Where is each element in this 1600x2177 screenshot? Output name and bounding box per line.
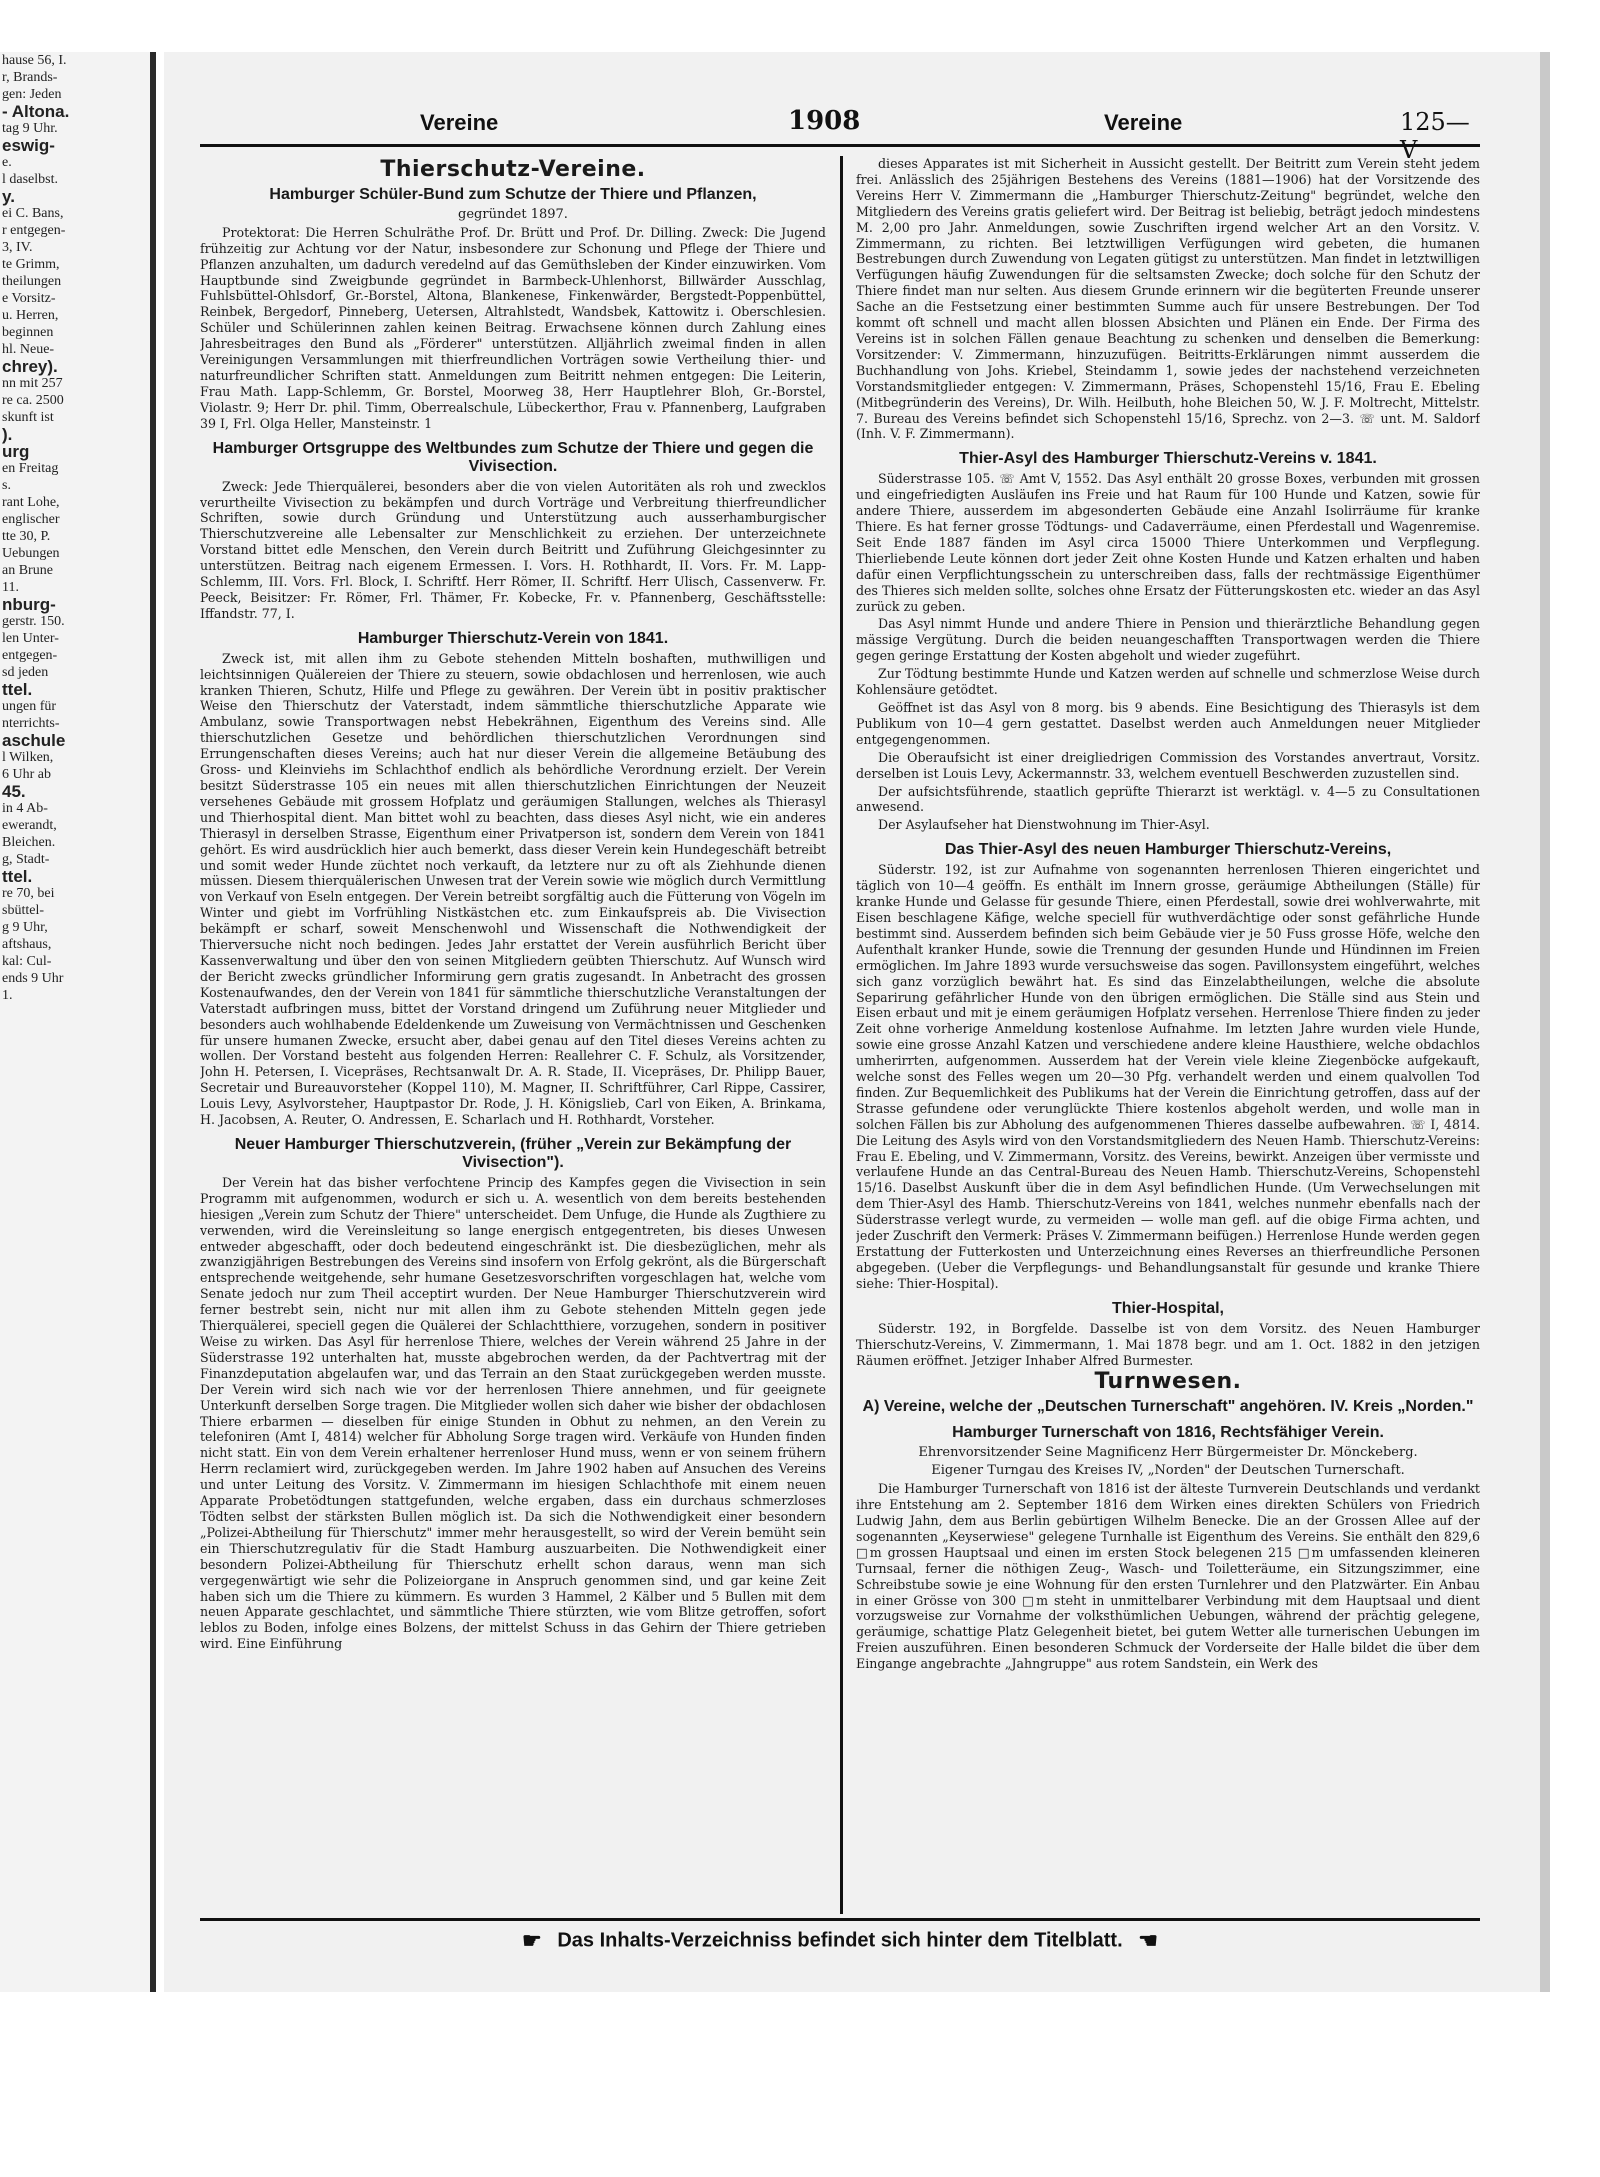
gutter-text-fragment: Uebungen	[2, 546, 60, 561]
gutter-text-fragment: nburg-	[2, 595, 56, 614]
gutter-text-fragment: ).	[2, 425, 13, 444]
gutter-text-fragment: chrey).	[2, 357, 58, 376]
gutter-text-fragment: tag 9 Uhr.	[2, 121, 58, 136]
gutter-text-fragment: 45.	[2, 782, 26, 801]
gutter-text-fragment: urg	[2, 442, 30, 461]
gutter-text-fragment: 1.	[2, 988, 13, 1003]
article-paragraph: Das Asyl nimmt Hunde und andere Thiere in Pension und thierärztliche Behandlung gegen mässige Vergütung. Durch die beiden neuangeschafften Transportwagen werden die Thiere gegen geringe Erstattung der Kosten abgeholt und wieder zugeführt.	[856, 616, 1480, 664]
gutter-text-fragment: theilungen	[2, 274, 62, 289]
gutter-text-fragment: u. Herren,	[2, 308, 59, 323]
gutter-text-fragment: englischer	[2, 512, 60, 527]
gutter-text-fragment: nterrichts-	[2, 716, 60, 731]
gutter-text-fragment: ewerandt,	[2, 818, 57, 833]
article-paragraph: Zur Tödtung bestimmte Hunde und Katzen werden auf schnelle und schmerzlose Weise durch Kohlensäure getödtet.	[856, 666, 1480, 698]
article-meta: Ehrenvorsitzender Seine Magnificenz Herr Bürgermeister Dr. Mönckeberg.	[918, 1445, 1418, 1461]
gutter-text-fragment: gerstr. 150.	[2, 614, 65, 629]
gutter-text-fragment: ends 9 Uhr	[2, 971, 64, 986]
gutter-text-fragment: g, Stadt-	[2, 852, 50, 867]
footer-note	[200, 1928, 1480, 1954]
gutter-text-fragment: - Altona.	[2, 102, 70, 121]
article-heading: Hamburger Ortsgruppe des Weltbundes zum Schutze der Thiere und gegen die Vivisection.	[212, 439, 814, 475]
left-column	[200, 156, 826, 1916]
gutter-text-fragment: eswig-	[2, 136, 55, 155]
gutter-text-fragment: r entgegen-	[2, 223, 66, 238]
column-divider	[840, 156, 843, 1914]
article-paragraph: Der Asylaufseher hat Dienstwohnung im Thier-Asyl.	[878, 817, 1210, 833]
gutter-text-fragment: entgegen-	[2, 648, 58, 663]
gutter-text-fragment: ttel.	[2, 680, 33, 699]
article-paragraph: Der aufsichtsführende, staatlich geprüfte Thierarzt ist werktägl. v. 4—5 zu Consultationen anwesend.	[856, 783, 1480, 815]
article-heading: Hamburger Thierschutz-Verein von 1841.	[357, 629, 669, 647]
gutter-text-fragment: l daselbst.	[2, 172, 58, 187]
article-paragraph: Süderstrasse 105. ☏ Amt V, 1552. Das Asyl enthält 20 grosse Boxes, verbunden mit grossen und eingefriedigten Ausläufen ins Freie und hat Raum für 100 Hunde und Katzen, sowie für andere Thiere, ausserdem im abgesonderten Gebäude eine Anzahl Isolirräume für kranke Thiere. Es hat ferner grosse Tödtungs- und Cadaverräume, einen Pferdestall und Wagenremise. Seit Ende 1887 fänden im Asyl circa 15000 Thiere Unterkommen und Verpflegung. Thierliebende Leute können dort jeder Zeit ohne Kosten Hunde und Katzen erhalten und haben dafür einen Verpflichtungsschein zu unterschreiben dass, falls der rechtmässige Eigenthümer des Thieres sich melden sollte, solches ohne Ersatz der Fütterungskosten etc. wieder an das Asyl zurück zu geben.	[856, 471, 1480, 614]
article-heading: Neuer Hamburger Thierschutzverein, (früher „Verein zur Bekämpfung der Vivisection").	[234, 1135, 792, 1171]
gutter-text-fragment: l Wilken,	[2, 750, 54, 765]
footer-rule	[200, 1918, 1480, 1921]
gutter-text-fragment: re 70, bei	[2, 886, 55, 901]
gutter-text-fragment: s.	[2, 478, 11, 493]
footer-text: Das Inhalts-Verzeichniss befindet sich hinter dem Titelblatt.	[557, 1929, 1123, 1952]
page	[164, 52, 1550, 1992]
gutter-text-fragment: 6 Uhr ab	[2, 767, 51, 782]
article-heading: Hamburger Turnerschaft von 1816, Rechtsfähiger Verein.	[952, 1424, 1384, 1442]
gutter-text-fragment: 11.	[2, 580, 19, 595]
pointing-hand-right-icon: ☛	[522, 1928, 542, 1953]
header-left-title: Vereine	[420, 110, 499, 135]
gutter-text-fragment: gen: Jeden	[2, 87, 62, 102]
article-heading: Das Thier-Asyl des neuen Hamburger Thierschutz-Vereins,	[944, 841, 1392, 859]
gutter-text-fragment: len Unter-	[2, 631, 59, 646]
article-heading: Thier-Hospital,	[1111, 1299, 1224, 1317]
gutter-text-fragment: e.	[2, 155, 12, 170]
article-paragraph: Die Oberaufsicht ist einer dreigliedrigen Commission des Vorstandes anvertraut, Vorsitz. derselben ist Louis Levy, Ackermannstr. 33, welchem eventuell Beschwerden zuzustellen sind.	[856, 749, 1480, 781]
gutter-text-fragment: sd jeden	[2, 665, 49, 680]
page-number: 125—V	[1400, 108, 1470, 164]
section-heading: Turnwesen.	[1094, 1369, 1242, 1395]
gutter-text-fragment: aftshaus,	[2, 937, 52, 952]
gutter-text-fragment: in 4 Ab-	[2, 801, 48, 816]
right-column	[856, 156, 1480, 1916]
article-paragraph: Süderstr. 192, in Borgfelde. Dasselbe ist von dem Vorsitz. des Neuen Hamburger Thierschutz-Vereins, V. Zimmermann, 1. Mai 1878 begr. und am 1. Oct. 1882 in den jetzigen Räumen eröffnet. Jetziger Inhaber Alfred Burmester.	[856, 1320, 1480, 1368]
article-paragraph: Zweck: Jede Thierquälerei, besonders aber die von vielen Autoritäten als roh und zwecklos verurtheilte Vivisection zu bekämpfen und durch Vorträge und Verbreitung thierfreundlicher Schriften, sowie durch Gründung und Unterstützung auch ausserhamburgischer Thierschutzvereine alle Lebensalter zur Menschlichkeit zu erziehen. Der unterzeichnete Vorstand bittet edle Menschen, den Verein durch Beitritt und Zuführung Gleichgesinnter zu unterstützen. Beitrag nach eigenem Ermessen. I. Vors. H. Rothhardt, II. Vors. Fr. M. Lapp-Schlemm, III. Vors. Frl. Block, I. Schriftf. Herr Römer, II. Schriftf. Herr Ulisch, Cassenverw. Fr. Peeck, Beisitzer: Fr. Römer, Frl. Thämer, Fr. Kobecke, Fr. v. Pfannenberg, Geschäftsstelle: Iffandstr. 77, I.	[200, 478, 826, 621]
adjacent-page-fragment	[0, 52, 156, 1992]
gutter-text-fragment: aschule	[2, 731, 66, 750]
article-meta: gegründet 1897.	[458, 206, 568, 222]
gutter-text-fragment: ei C. Bans,	[2, 206, 64, 221]
article-paragraph: Zweck ist, mit allen ihm zu Gebote stehenden Mitteln boshaften, muthwilligen und leichtsinnigen Quälereien der Thiere zu steuern, sowie obdachlosen und herrenlosen, wie auch kranken Thieren, Schutz, Hilfe und Pflege zu gewähren. Der Verein übt in positiv praktischer Weise den Thierschutz der Vaterstadt, indem sämmtliche thierschutzliche Apparate wie Ambulanz, sowie Transportwagen nebst Hebekrähnen, Eigenthum des Vereins sind. Alle thierschutzlichen Gesetze und behördlichen thierschutzlichen Verordnungen sind Errungenschaften dieses Vereins; auch hat nur dieser Verein die allgemeine Betäubung des Gross- und Kleinviehs im Schlachthof endlich als behördliche Verordnung erzielt. Der Verein besitzt Süderstrasse 105 ein neues mit allen thierschutzlichen Einrichtungen der Neuzeit versehenes Gebäude mit grossem Hofplatz und geräumigen Stallungen, welches als Thierasyl und Thierhospital dient. Man bittet wohl zu beachten, dass dieses Asyl nicht, wie ein anderes Thierasyl in derselben Strasse, Eigenthum einer Privatperson ist, sondern dem Verein von 1841 gehört. Es wird ausdrücklich hier auch bemerkt, dass dieser Verein kein Hundegeschäft betreibt und somit weder Hunde züchtet noch verkauft, da letztere nur zu oft als Ziehhunde dienen müssen. Diesem thierquälerischen Unwesen trat der Verein sowie wie möglich durch Vermittlung von Verkauf von Eseln entgegen. Der Verein betreibt sorgfältig auch die Fütterung von Vögeln im Winter und giebt im Vorfrühling Nistkästchen etc. zum Einkaufspreis ab. Die Vivisection bekämpft er scharf, soweit Menschenwohl und Wissenschaft die Nothwendigkeit der Thierversuche nicht noch bedingen. Jedes Jahr erstattet der Verein ausführlich Bericht über Kassenverwaltung und über den von seinen Mitgliedern geübten Thierschutz. Auf Wunsch wird der Bericht zwecks gründlicher Informirung gern gratis zugesandt. In Anbetracht des grossen Kostenaufwandes, den der Verein von 1841 für sämmtliche thierschutzliche Veranstaltungen der Vaterstadt aufbringen muss, bittet der Vorstand dringend um Zuführung neuer Mitglieder und besonders auch wohlhabende Edeldenkende um Zuweisung von Vermächtnissen und Geschenken für unsere humanen Zwecke, ersucht aber, dabei genau auf den Titel dieses Vereins achten zu wollen. Der Vorstand besteht aus folgenden Herren: Reallehrer C. F. Schulz, als Vorsitzender, John H. Petersen, I. Vicepräses, Rechtsanwalt Dr. A. R. Stade, II. Vicepräses, Dr. Philipp Bauer, Secretair und Bureauvorsteher (Koppel 110), M. Magner, II. Schriftführer, Carl Rippe, Cassirer, Louis Levy, Asylvorsteher, Hauptpastor Dr. Rode, J. H. Königslieb, Carl von Eiken, A. Brinkama, H. Jacobsen, A. Reuter, O. Andressen, E. Scharlach und H. Rothhardt, Vorsteher.	[200, 650, 826, 1128]
gutter-text-fragment: ttel.	[2, 867, 33, 886]
header-rule	[200, 144, 1480, 147]
article-paragraph: dieses Apparates ist mit Sicherheit in Aussicht gestellt. Der Beitritt zum Verein steht jedem frei. Anlässlich des 25jährigen Bestehens des Vereins (1881—1906) hat der Vorsitzende des Vereins Herr V. Zimmermann die „Hamburger Thierschutz-Zeitung" begründet, welche den Mitgliedern des Vereins gratis geliefert wird. Der Beitrag ist beliebig, beträgt jedoch mindestens M. 2,00 pro Jahr. Anmeldungen, sowie Zuschriften irgend welcher Art an den Vorsitz. V. Zimmermann, zu richten. Bei letztwilligen Verfügungen wird gebeten, die humanen Bestrebungen durch Zuwendung von Legaten gütigst zu unterstützen. Man findet in letztwilligen Verfügungen häufig Zuwendungen für die seltsamsten Zwecke; doch solche für den Schutz der Thiere findet man nur selten. Aus diesem Grunde erinnern wir die begüterten Freunde unserer Sache an die Festsetzung einer bestimmten Summe auch für unsere Bestrebungen. Der Tod kommt oft schnell und macht allen blossen Absichten und Plänen ein Ende. Der Firma des Vereins ist in solchen Fällen genaue Beachtung zu schenken und denselben die Bemerkung: Vorsitzender: V. Zimmermann, hinzuzufügen. Beitritts-Erklärungen nimmt ausserdem die Buchhandlung von Johs. Kriebel, Steindamm 1, sowie jedes der nachstehend verzeichneten Vorstandsmitglieder entgegen: V. Zimmermann, Präses, Schopenstehl 15/16, Frau E. Ebeling (Mitbegründerin des Vereins), Dr. Wilh. Heilbuth, hohe Bleichen 50, W. J. F. Moltrecht, Mittelstr. 7. Bureau des Vereins befindet sich Schopenstehl 15/16, Sprechz. von 2—3. ☏ unt. M. Saldorf (Inh. V. F. Zimmermann).	[856, 156, 1480, 442]
article-paragraph: Der Verein hat das bisher verfochtene Princip des Kampfes gegen die Vivisection in sein Programm mit aufgenommen, wodurch er sich u. A. wesentlich von dem bereits bestehenden hiesigen „Verein zum Schutz der Thiere" unterscheidet. Dem Unfuge, die Hunde als Zugthiere zu verwenden, wird die Vereinsleitung so lange energisch entgegentreten, bis dieses Unwesen entweder abgeschafft, oder doch bedeutend eingeschränkt ist. Die diesbezüglichen, mehr als zwanzigjährigen Bestrebungen des Vereins sind insofern von Erfolg gekrönt, als die Bürgerschaft entsprechende weitgehende, sehr humane Gesetzesvorschriften vorgeschlagen hat, welche vom Senate jedoch nur zum Theil acceptirt wurden. Der Neue Hamburger Thierschutzverein wird ferner bestrebt sein, nicht nur mit allen ihm zu Gebote stehenden Mitteln gegen jede Thierquälerei, speciell gegen die Quälerei der Schlachtthiere, vorzugehen, sondern in positiver Weise zu wirken. Das Asyl für herrenlose Thiere, welches der Verein während 25 Jahre in der Süderstrasse 192 unterhalten hat, musste abgebrochen werden, da der Pachtvertrag mit der Finanzdeputation abgelaufen war, und das Terrain an den Staat zurückgegeben werden musste. Der Verein wird sich nach wie vor der herrenlosen Thiere annehmen, und für geeignete Unterkunft derselben Sorge tragen. Die Mitglieder wollen sich daher wie bisher der obdachlosen Thiere erbarmen — dieselben für einige Stunden in Obhut zu nehmen, an den Verein zu telefoniren (Amt I, 4814) welcher für Abholung Sorge tragen wird. Verkäufe von Hunden finden nicht statt. Ein von dem Verein erhaltener herrenloser Hund muss, wenn er von seinem frühern Herrn reclamiert wird, zurückgegeben werden. Im Jahre 1902 haben auf Ansuchen des Vereins und unter Leitung des Vorsitz. V. Zimmermann im hiesigen Schlachthofe mit einem neuen Apparate Probetödtungen stattgefunden, welche ergaben, dass ein durchaus schmerzloses Tödten selbst der stärksten Bullen möglich ist. Da sich die Nothwendigkeit einer besondern „Polizei-Abtheilung für Thierschutz" immer mehr herausgestellt, so wird der Verein bemüht sein ein Thierschutzregulativ für die Stadt Hamburg auszuarbeiten. Die Nothwendigkeit einer besondern Polizei-Abtheilung für Thierschutz erhellt schon daraus, wenn man sich vergegenwärtigt wie sehr die Polizeiorgane in Anspruch genommen sind, und gar keine Zeit haben sich um die Thiere zu kümmern. Es wurden 3 Hammel, 2 Kälber und 5 Bullen mit dem neuen Apparate geschlachtet, und sämmtliche Thiere stürzten, wie vom Blitze getroffen, sofort leblos zu Boden, infolge eines Bolzens, der mittelst Schuss in das Gehirn der Thiere getrieben wird. Eine Einführung	[200, 1174, 826, 1652]
gutter-text-fragment: en Freitag	[2, 461, 59, 476]
section-heading: Thierschutz-Vereine.	[380, 157, 646, 182]
running-header	[200, 104, 1480, 164]
article-paragraph: Protektorat: Die Herren Schulräthe Prof. Dr. Brütt und Prof. Dr. Dilling. Zweck: Die Jugend frühzeitig zur Achtung vor der Natur, insbesondere zur Schonung und Pflege der Thiere und Pflanzen anzuhalten, um dadurch veredelnd auf das Gemüthsleben der Kinder einzuwirken. Vom Hauptbunde sind Zweigbunde gegründet in Barmbeck-Uhlenhorst, Billwärder Ausschlag, Fuhlsbüttel-Ohlsdorf, Gr.-Borstel, Altona, Blankenese, Finkenwärder, Bergstedt-Poppenbüttel, Reinbek, Bergedorf, Pinneberg, Uetersen, Altrahlstedt, Wandsbek, Kattowitz i. Oberschlesien. Schüler und Schülerinnen zahlen keinen Beitrag. Erwachsene können durch Zahlung eines Jahresbeitrages den Bund als „Förderer" unterstützen. Alljährlich zweimal finden in allen Vereinigungen Versammlungen mit thierfreundlichen Vorträgen sowie Vertheilung thier- und naturfreundlicher Schriften statt. Anmeldungen zum Beitritt nehmen entgegen: Die Leiterin, Frau Math. Lapp-Schlemm, Gr. Borstel, Moorweg 38, Herr Hauptlehrer Bloh, Gr.-Borstel, Violastr. 9; Herr Dr. phil. Timm, Oberrealschule, Lübeckerthor, Frau v. Pfannenberg, Laufgraben 39 I, Frl. Olga Heller, Mansteinstr. 1	[200, 224, 826, 431]
header-year: 1908	[788, 106, 861, 136]
gutter-text-fragment: hause 56, I.	[2, 53, 67, 68]
gutter-text-fragment: r, Brands-	[2, 70, 58, 85]
article-meta: Eigener Turngau des Kreises IV, „Norden" der Deutschen Turnerschaft.	[931, 1463, 1405, 1479]
gutter-text-fragment: skunft ist	[2, 410, 54, 425]
gutter-text-fragment: 3, IV.	[2, 240, 33, 255]
gutter-text-fragment: ungen für	[2, 699, 57, 714]
gutter-text-fragment: beginnen	[2, 325, 54, 340]
gutter-text-fragment: re ca. 2500	[2, 393, 64, 408]
gutter-text-fragment: sbüttel-	[2, 903, 44, 918]
article-heading: Hamburger Schüler-Bund zum Schutze der Thiere und Pflanzen,	[269, 185, 757, 203]
article-heading: Thier-Asyl des Hamburger Thierschutz-Vereins v. 1841.	[959, 450, 1377, 468]
gutter-text-fragment: nn mit 257	[2, 376, 63, 391]
article-paragraph: Süderstr. 192, ist zur Aufnahme von sogenannten herrenlosen Thieren eingerichtet und täglich von 10—4 geöffn. Es enthält im Innern grosse, geräumige Abtheilungen (Ställe) für kranke Hunde und Gelasse für gesunde Thiere, einen Pferdestall, sowie drei wohlverwahrte, mit Eisen beschlagene Käfige, welche speciell für wuthverdächtige oder sonst gefährliche Hunde bestimmt sind. Ausserdem befinden sich beim Gebäude vier je 50 Fuss grosse Höfe, welche den Aufenthalt kranker Hunde, sowie die Trennung der gesunden Hunde und Hündinnen im Freien ermöglichen. Im Jahre 1893 wurde versuchsweise das sogen. Pavillonsystem eingeführt, welches sich ganz vorzüglich bewährt hat. Es sind das Einzelabtheilungen, welche die absolute Separirung gefährlicher Hunde von den übrigen ermöglichen. Die Ställe sind aus Stein und Eisen erbaut und mit je einem geräumigen Hofplatz versehen. Herrenlose Thiere finden zu jeder Zeit ohne vorherige Anmeldung kostenlose Aufnahme. Im letzten Jahre wurden viele Hunde, sowie eine grosse Anzahl Katzen und verschiedene andere kleine Hausthiere, welche obdachlos umherirrten, aufgenommen. Ausserdem hat der Verein viele kleine Ziegenböcke aufgekauft, welche sonst des Felles wegen um 20—30 Pfg. verhandelt werden und einem qualvollen Tod finden. Zur Bequemlichkeit des Publikums hat der Verein die Einrichtung getroffen, dass auf der Strasse gefundene oder verunglückte Thiere kostenlos abgeholt werden, und wolle man in solchen Fällen bis zur Abholung des aufgenommenen Thieres dasselbe aufbewahren. ☏ I, 4814. Die Leitung des Asyls wird von den Vorstandsmitgliedern des Neuen Hamb. Thierschutz-Vereins: Frau E. Ebeling, und V. Zimmermann, Vorsitz. des Vereins, bewirkt. Anzeigen über vermisste und verlaufene Hunde an das Central-Bureau des Neuen Hamb. Thierschutz-Vereins, Schopenstehl 15/16. Daselbst Auskunft über die in dem Asyl befindlichen Hunde. (Um Verwechselungen mit dem Thier-Asyl des Hamb. Thierschutz-Vereins von 1841, welches nunmehr ebenfalls nach der Süderstrasse verlegt wurde, zu vermeiden — wolle man gefl. auf die obige Firma achten, und jeder Zuschrift den Vermerk: Präses V. Zimmermann beifügen.) Herrenlose Hunde werden gegen Erstattung der Futterkosten und Unterzeichnung eines Reverses an thierfreundliche Personen abgegeben. (Ueber die Verpflegungs- und Behandlungsanstalt für gesunde und kranke Thiere siehe: Thier-Hospital).	[856, 862, 1480, 1291]
gutter-text-fragment: rant Lohe,	[2, 495, 60, 510]
article-heading: A) Vereine, welche der „Deutschen Turnerschaft" angehören. IV. Kreis „Norden."	[862, 1398, 1474, 1416]
gutter-text-fragment: g 9 Uhr,	[2, 920, 48, 935]
pointing-hand-left-icon: ☚	[1138, 1928, 1158, 1953]
article-paragraph: Die Hamburger Turnerschaft von 1816 ist der älteste Turnverein Deutschlands und verdankt ihre Entstehung am 2. September 1816 dem Wirken eines direkten Schülers von Friedrich Ludwig Jahn, dem aus Berlin gebürtigen Wilhelm Benecke. Die an der Grossen Allee auf der sogenannten „Keyserwiese" gelegene Turnhalle ist Eigenthum des Vereins. Sie enthält den 829,6 □m grossen Hauptsaal und einen im ersten Stock belegenen 215 □m umfassenden kleineren Turnsaal, ferner die nöthigen Zeug-, Wasch- und Toiletteräume, ein Sitzungszimmer, eine Schreibstube sowie je eine Wohnung für den ersten Turnlehrer und den Platzwärter. Ein Anbau in einer Grösse von 300 □m steht in unmittelbarer Verbindung mit dem Hauptsaal und dient vorzugsweise zur Vornahme der volksthümlichen Uebungen, während der prächtig gelegene, geräumige, schattige Platz Gelegenheit bietet, bei gutem Wetter alle turnerischen Uebungen im Freien auszuführen. Einen besonderen Schmuck der Vorderseite der Halle bildet die über dem Eingange angebrachte „Jahngruppe" aus rotem Sandstein, ein Werk des	[856, 1481, 1480, 1672]
gutter-text-fragment: hl. Neue-	[2, 342, 55, 357]
header-right-title: Vereine	[1104, 110, 1183, 135]
gutter-text-fragment: te Grimm,	[2, 257, 60, 272]
gutter-text-fragment: e Vorsitz-	[2, 291, 56, 306]
gutter-text-fragment: y.	[2, 187, 15, 206]
gutter-text-fragment: tte 30, P.	[2, 529, 51, 544]
gutter-text-fragment: an Brune	[2, 563, 53, 578]
gutter-text-fragment: Bleichen.	[2, 835, 56, 850]
gutter-text-fragment: kal: Cul-	[2, 954, 52, 969]
article-paragraph: Geöffnet ist das Asyl von 8 morg. bis 9 abends. Eine Besichtigung des Thierasyls ist dem Publikum von 10—4 gern gestattet. Daselbst werden auch Anmeldungen neuer Mitglieder entgegengenommen.	[856, 700, 1480, 747]
